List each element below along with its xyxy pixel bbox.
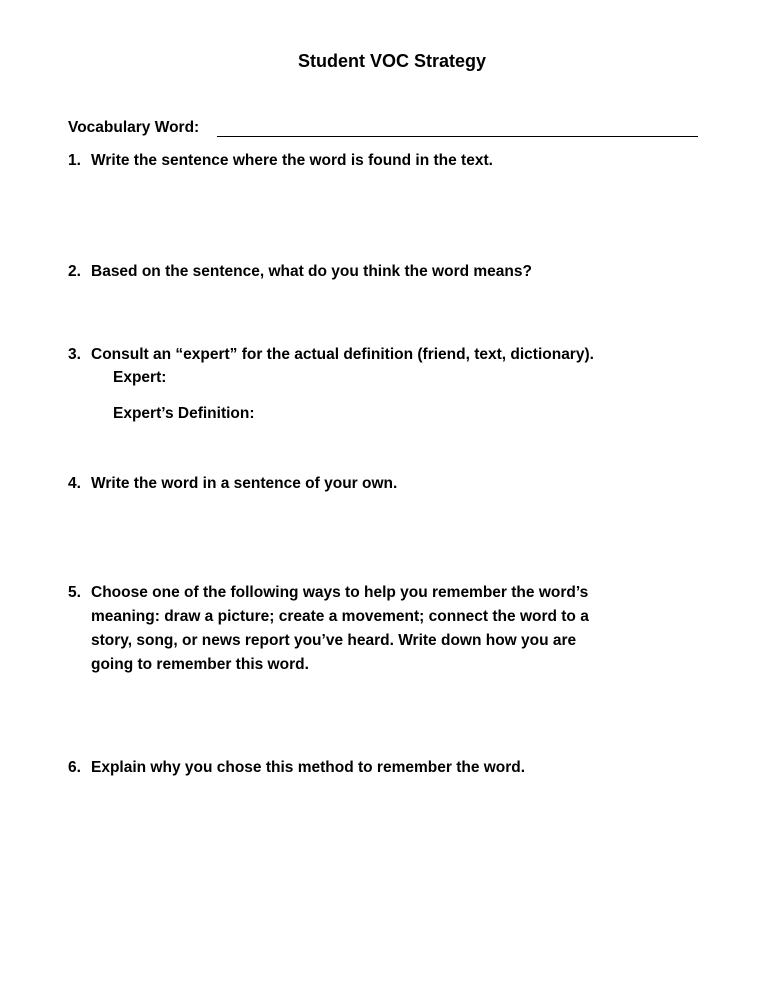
- question-1-number: 1.: [68, 152, 81, 169]
- question-3-number: 3.: [68, 346, 81, 363]
- question-2-number: 2.: [68, 263, 81, 280]
- question-6-number: 6.: [68, 759, 81, 776]
- vocabulary-word-row: [68, 119, 698, 139]
- expert-definition-label: Expert’s Definition:: [113, 405, 255, 422]
- question-5-number: 5.: [68, 584, 81, 601]
- question-4-number: 4.: [68, 475, 81, 492]
- page-title: Student VOC Strategy: [297, 51, 487, 71]
- question-3: [68, 346, 594, 364]
- question-4-text: Write the word in a sentence of your own.: [91, 475, 398, 492]
- question-4: [68, 475, 397, 493]
- vocabulary-word-blank[interactable]: [217, 136, 698, 137]
- question-1: [68, 152, 493, 170]
- question-5-line: Choose one of the following ways to help you remember the word’s: [91, 584, 589, 601]
- question-5-line: going to remember this word.: [91, 656, 309, 673]
- question-5-line: story, song, or news report you’ve heard. Write down how you are: [91, 632, 577, 649]
- question-1-text: Write the sentence where the word is found in the text.: [91, 152, 493, 169]
- expert-label: Expert:: [113, 369, 167, 386]
- vocabulary-word-label: Vocabulary Word:: [68, 119, 200, 136]
- question-2: [68, 263, 532, 281]
- question-6-text: Explain why you chose this method to remember the word.: [91, 759, 526, 776]
- question-5-text: [91, 581, 688, 677]
- question-5: [68, 581, 688, 677]
- question-3-text: Consult an “expert” for the actual definition (friend, text, dictionary).: [91, 346, 594, 363]
- question-2-text: Based on the sentence, what do you think the word means?: [91, 263, 532, 280]
- question-5-line: meaning: draw a picture; create a movement; connect the word to a: [91, 608, 589, 625]
- question-6: [68, 759, 525, 777]
